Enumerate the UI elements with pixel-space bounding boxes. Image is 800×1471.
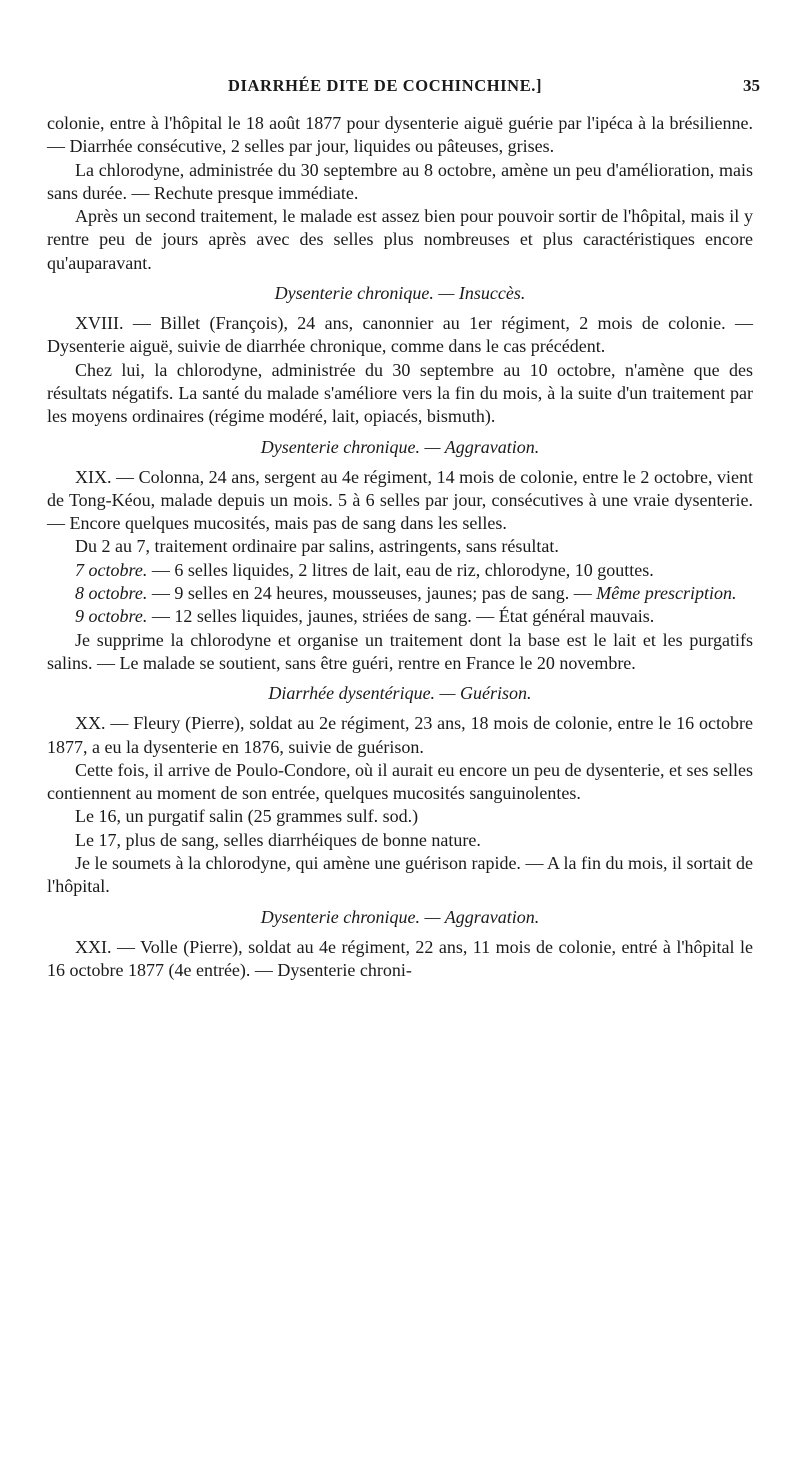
page-header (0, 76, 800, 100)
paragraph: XIX. — Colonna, 24 ans, sergent au 4e régiment, 14 mois de colonie, entre le 2 octobre, vient de Tong-Kéou, malade depuis un mois. 5 à 6 selles par jour, consécutives à une vraie dysenterie. — Encore quelques mucosités, mais pas de sang dans les selles. (47, 466, 753, 534)
paragraph: Chez lui, la chlorodyne, administrée du 30 septembre au 10 octobre, n'amène que des résultats négatifs. La santé du malade s'améliore vers la fin du mois, à la suite d'un traitement par les moyens ordinaires (régime modéré, lait, opiacés, bismuth). (47, 359, 753, 427)
entry-text: — 12 selles liquides, jaunes, striées de sang. — État général mauvais. (147, 606, 655, 627)
dated-entry (47, 582, 753, 605)
paragraph: Cette fois, il arrive de Poulo-Condore, où il aurait eu encore un peu de dysenterie, et ses selles contiennent au moment de son entrée, quelques mucosités sanguinolentes. (47, 759, 753, 804)
paragraph: Le 17, plus de sang, selles diarrhéiques de bonne nature. (75, 829, 481, 850)
entry-text: — 6 selles liquides, 2 litres de lait, eau de riz, chlorodyne, 10 gouttes. (147, 559, 654, 580)
paragraph: Le 16, un purgatif salin (25 grammes sulf. sod.) (75, 806, 419, 827)
paragraph: Je le soumets à la chlorodyne, qui amène une guérison rapide. — A la fin du mois, il sortait de l'hôpital. (47, 853, 753, 897)
entry-prescription: Même prescription. (596, 583, 737, 604)
running-head: DIARRHÉE DITE DE COCHINCHINE.] (228, 76, 543, 95)
paragraph: XVIII. — Billet (François), 24 ans, canonnier au 1er régiment, 2 mois de colonie. — Dysenterie aiguë, suivie de diarrhée chronique, comme dans le cas précédent. (47, 313, 753, 357)
entry-text: — 9 selles en 24 heures, mousseuses, jaunes; pas de sang. — (147, 583, 597, 604)
paragraph: La chlorodyne, administrée du 30 septembre au 8 octobre, amène un peu d'amélioration, mais sans durée. — Rechute presque immédiate. (47, 159, 753, 203)
entry-date: 9 octobre. (75, 606, 148, 627)
entry-date: 8 octobre. (75, 583, 148, 604)
section-heading: Diarrhée dysentérique. — Guérison. (268, 683, 532, 704)
dated-entry (47, 605, 753, 628)
paragraph: XXI. — Volle (Pierre), soldat au 4e régiment, 22 ans, 11 mois de colonie, entré à l'hôpital le 16 octobre 1877 (4e entrée). — Dysenterie chroni- (47, 936, 753, 980)
entry-date: 7 octobre. (75, 559, 148, 580)
page-body (47, 112, 753, 982)
section-heading: Dysenterie chronique. — Insuccès. (274, 283, 526, 304)
section-heading: Dysenterie chronique. — Aggravation. (260, 436, 540, 457)
page-number: 35 (743, 76, 760, 95)
paragraph: Je supprime la chlorodyne et organise un traitement dont la base est le lait et les purgatifs salins. — Le malade se soutient, sans être guéri, rentre en France le 20 novembre. (47, 629, 753, 673)
paragraph: Après un second traitement, le malade est assez bien pour pouvoir sortir de l'hôpital, mais il y rentre peu de jours après avec des selles plus nombreuses et plus caractéristiques encore qu'auparavant. (47, 206, 753, 273)
continued-paragraph: colonie, entre à l'hôpital le 18 août 1877 pour dysenterie aiguë guérie par l'ipéca à la brésilienne. — Diarrhée consécutive, 2 selles par jour, liquides ou pâteuses, grises. (47, 113, 753, 157)
section-heading: Dysenterie chronique. — Aggravation. (260, 906, 540, 927)
dated-entry (47, 559, 753, 582)
paragraph: XX. — Fleury (Pierre), soldat au 2e régiment, 23 ans, 18 mois de colonie, entre le 16 octobre 1877, a eu la dysenterie en 1876, suivie de guérison. (47, 713, 753, 757)
paragraph: Du 2 au 7, traitement ordinaire par salins, astringents, sans résultat. (75, 536, 559, 557)
